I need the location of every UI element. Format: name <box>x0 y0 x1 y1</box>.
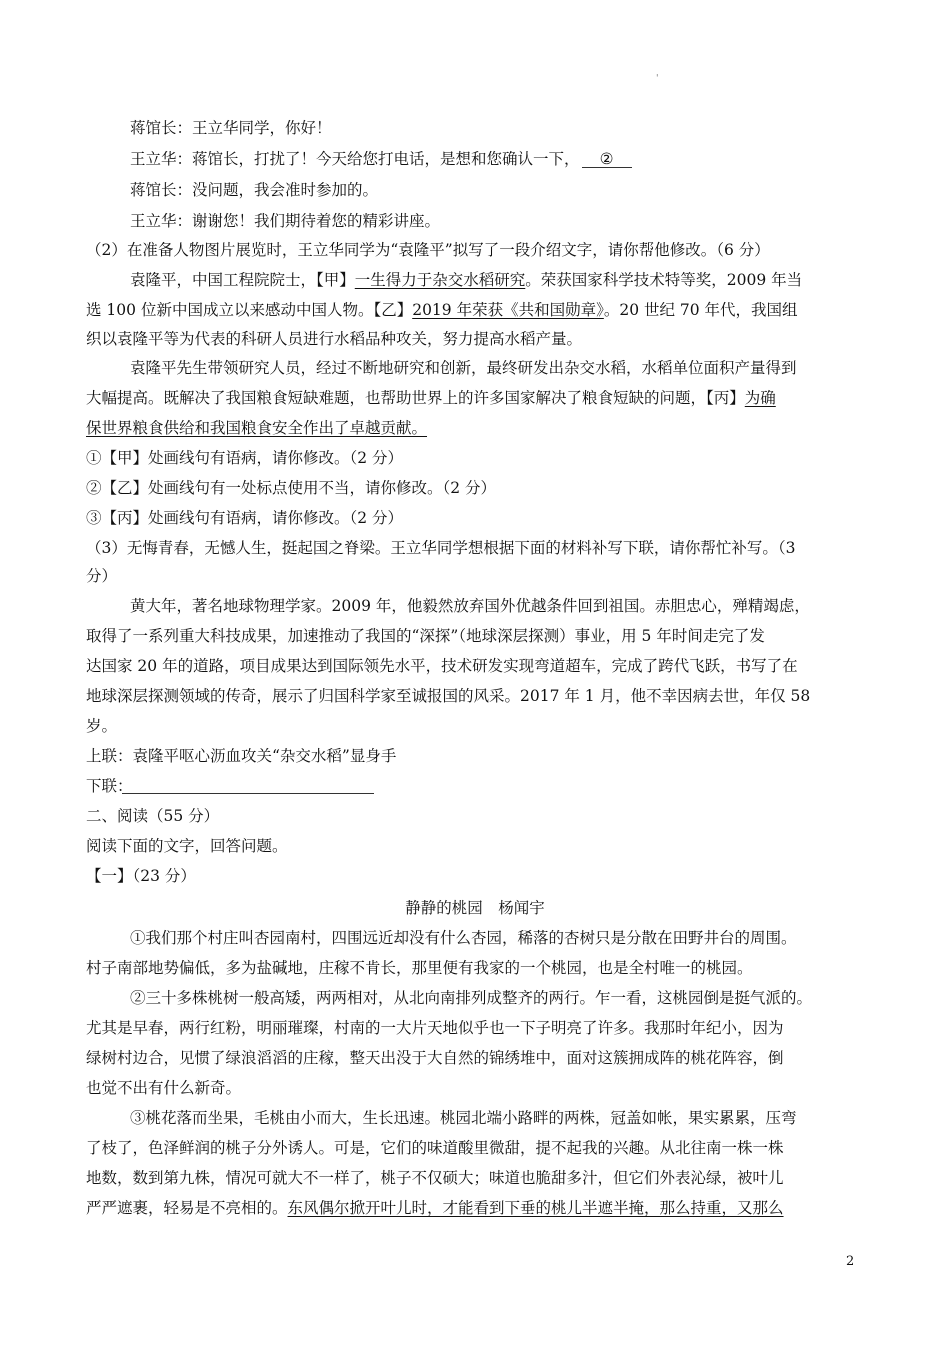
couplet-upper: 上联：袁隆平呕心沥血攻关“杂交水稻”显身手 <box>86 747 397 765</box>
q2-paragraph-line-6 <box>86 418 866 438</box>
reading-heading: 二、阅读（55 分） <box>86 807 220 825</box>
question-2-prompt: （2）在准备人物图片展览时，王立华同学为“袁隆平”拟写了一段介绍文字，请你帮他修改。（6 分） <box>86 241 770 259</box>
sub-question-2: ②【乙】处画线句有一处标点使用不当，请你修改。（2 分） <box>86 479 497 497</box>
q2-text: 大幅提高。既解决了我国粮食短缺难题，也帮助世界上的许多国家解决了粮食短缺的问题，【丙】 <box>86 389 745 407</box>
q2-text: 。荣获国家科学技术特等奖，2009 年当 <box>525 271 803 289</box>
article-p2-line-3: 绿树村边合，见惯了绿浪滔滔的庄稼，整天出没于大自然的锦绣堆中，面对这簇拥成阵的桃花阵容，倒 <box>86 1049 784 1067</box>
dialogue-line-3: 蒋馆长：没问题，我会准时参加的。 <box>130 181 379 199</box>
question-3-prompt: （3）无悔青春，无憾人生，挺起国之脊梁。王立华同学想根据下面的材料补写下联，请你帮忙补写。（3 <box>86 539 796 557</box>
dialogue-line-2 <box>130 149 866 169</box>
q2-paragraph-line-4: 袁隆平先生带领研究人员，经过不断地研究和创新，最终研发出杂交水稻，水稻单位面积产量得到 <box>130 359 797 377</box>
sub-question-3: ③【丙】处画线句有语病，请你修改。（2 分） <box>86 509 404 527</box>
article-p1-line-1: ①我们那个村庄叫杏园南村，四围远近却没有什么杏园，稀落的杏树只是分散在田野井台的周围。 <box>130 929 797 947</box>
q2-text: 。20 世纪 70 年代，我国组 <box>603 301 798 319</box>
answer-blank-2: ② <box>582 151 632 168</box>
article-p2-line-1: ②三十多株桃树一般高矮，两两相对，从北向南排列成整齐的两行。乍一看，这桃园倒是挺气派的。 <box>130 989 813 1007</box>
couplet-answer-line <box>122 792 374 794</box>
sub-question-1: ①【甲】处画线句有语病，请你修改。（2 分） <box>86 449 404 467</box>
underlined-sentence-yi: 2019 年荣获《共和国勋章》 <box>412 301 604 319</box>
top-mark: ' <box>656 74 659 84</box>
question-3-prompt-cont: 分） <box>86 567 118 585</box>
material-line-2: 取得了一系列重大科技成果，加速推动了我国的“深探”（地球深层探测）事业，用 5 年时间走完了发 <box>86 627 765 645</box>
material-line-3: 达国家 20 年的道路，项目成果达到国际领先水平，技术研发实现弯道超车，完成了跨代飞跃，书写了在 <box>86 657 798 675</box>
underlined-sentence-bing-cont: 保世界粮食供给和我国粮食安全作出了卓越贡献。 <box>86 419 428 437</box>
dialogue-line-4: 王立华：谢谢您！我们期待着您的精彩讲座。 <box>130 212 441 230</box>
q2-text: 袁隆平，中国工程院院士，【甲】 <box>130 271 355 289</box>
dialogue-line-1: 蒋馆长：王立华同学，你好！ <box>130 119 332 137</box>
article-p3-line-4 <box>86 1198 866 1218</box>
couplet-lower-label: 下联： <box>86 777 133 795</box>
material-line-5: 岁。 <box>86 717 118 735</box>
article-title: 静静的桃园 杨闻宇 <box>405 899 545 917</box>
q2-paragraph-line-1 <box>130 270 866 290</box>
article-p3-line-3: 地数，数到第九株，情况可就大不一样了，桃子不仅硕大；味道也脆甜多汁，但它们外表沁绿，被叶儿 <box>86 1169 784 1187</box>
reading-instruction: 阅读下面的文字，回答问题。 <box>86 837 288 855</box>
article-p3-line-1: ③桃花落而坐果，毛桃由小而大，生长迅速。桃园北端小路畔的两株，冠盖如帐，果实累累，压弯 <box>130 1109 797 1127</box>
reading-part-label: 【一】（23 分） <box>86 867 196 885</box>
underlined-sentence-bing: 为确 <box>744 389 776 407</box>
underlined-sentence-jia: 一生得力于杂交水稻研究 <box>354 271 526 289</box>
article-p2-line-2: 尤其是早春，两行红粉，明丽璀璨，村南的一大片天地似乎也一下子明亮了许多。我那时年纪小，因为 <box>86 1019 784 1037</box>
q2-paragraph-line-2 <box>86 300 866 320</box>
q2-paragraph-line-3: 织以袁隆平等为代表的科研人员进行水稻品种攻关，努力提高水稻产量。 <box>86 330 583 348</box>
material-line-4: 地球深层探测领域的传奇，展示了归国科学家至诚报国的风采。2017 年 1 月，他不幸因病去世，年仅 58 <box>86 687 811 705</box>
article-p3-line-2: 了枝了，色泽鲜润的桃子分外诱人。可是，它们的味道酸里微甜，提不起我的兴趣。从北往南一株一株 <box>86 1139 784 1157</box>
material-line-1: 黄大年，著名地球物理学家。2009 年，他毅然放弃国外优越条件回到祖国。赤胆忠心，殚精竭虑， <box>130 597 810 615</box>
dialogue-line-2-text: 王立华：蒋馆长，打扰了！今天给您打电话，是想和您确认一下， <box>130 150 580 168</box>
article-text: 严严遮裹，轻易是不亮相的。 <box>86 1199 288 1217</box>
article-p1-line-2: 村子南部地势偏低，多为盐碱地，庄稼不肯长，那里便有我家的一个桃园，也是全村唯一的桃园。 <box>86 959 753 977</box>
underlined-sentence-article: 东风偶尔掀开叶儿时，才能看到下垂的桃儿半遮半掩，那么持重，又那么 <box>287 1199 784 1217</box>
page-number: 2 <box>846 1254 855 1269</box>
q2-paragraph-line-5 <box>86 388 866 408</box>
article-p2-line-4: 也觉不出有什么新奇。 <box>86 1079 242 1097</box>
q2-text: 选 100 位新中国成立以来感动中国人物。【乙】 <box>86 301 413 319</box>
